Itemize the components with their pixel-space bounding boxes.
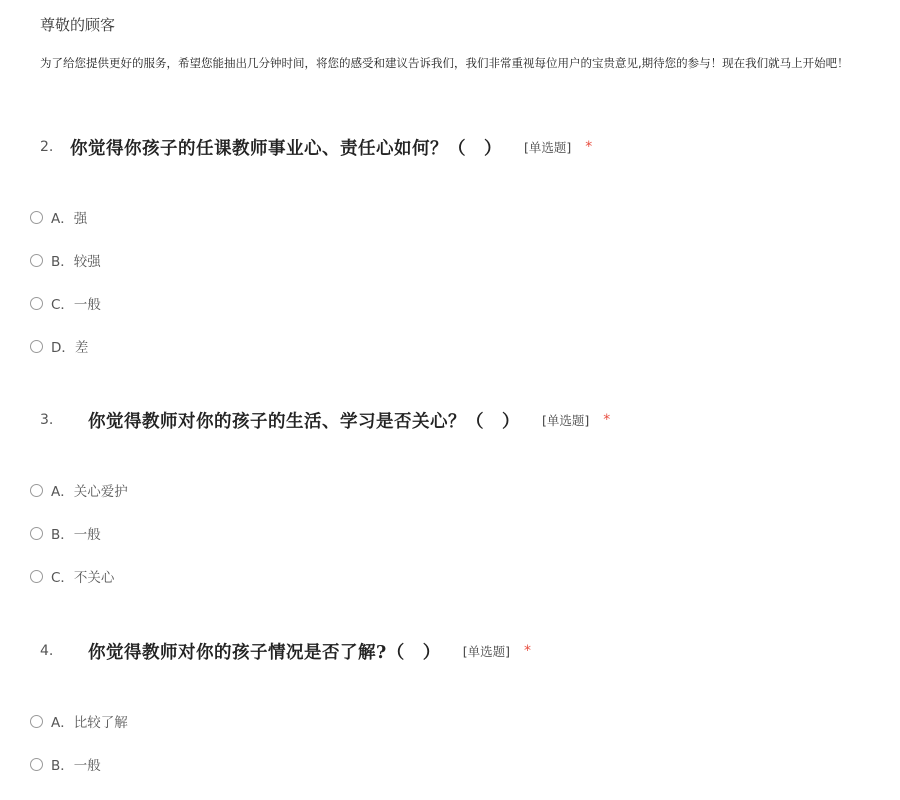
radio-button[interactable] <box>30 211 43 224</box>
required-marker: * <box>585 139 593 155</box>
options-question-2 <box>30 207 101 379</box>
question-header <box>40 133 880 161</box>
option-label: A．比较了解 <box>51 715 128 731</box>
survey-header <box>40 14 890 72</box>
radio-button[interactable] <box>30 758 43 771</box>
intro-text: 为了给您提供更好的服务，希望您能抽出几分钟时间，将您的感受和建议告诉我们，我们非常重视每位用户的宝贵意见,期待您的参与！现在我们就马上开始吧！ <box>40 56 849 70</box>
option-label: A．强 <box>51 211 88 227</box>
question-2 <box>40 133 880 161</box>
question-title: 你觉得你孩子的任课教师事业心、责任心如何？（ ） <box>70 138 502 159</box>
option-b[interactable] <box>30 523 128 543</box>
question-type-label: [单选题] <box>542 413 590 428</box>
option-c[interactable] <box>30 566 128 586</box>
question-3 <box>40 406 880 434</box>
option-c[interactable] <box>30 293 101 313</box>
option-label: B．一般 <box>51 758 101 774</box>
radio-button[interactable] <box>30 527 43 540</box>
question-type-label: [单选题] <box>524 140 572 155</box>
option-b[interactable] <box>30 754 128 774</box>
option-d[interactable] <box>30 336 101 356</box>
radio-button[interactable] <box>30 484 43 497</box>
option-label: A．关心爱护 <box>51 484 128 500</box>
option-a[interactable] <box>30 480 128 500</box>
options-question-3 <box>30 480 128 609</box>
question-header <box>40 406 880 434</box>
question-title: 你觉得教师对你的孩子的生活、学习是否关心？（ ） <box>88 411 520 432</box>
required-marker: * <box>603 412 611 428</box>
option-a[interactable] <box>30 207 101 227</box>
option-a[interactable] <box>30 711 128 731</box>
radio-button[interactable] <box>30 340 43 353</box>
option-label: B．一般 <box>51 527 101 543</box>
options-question-4 <box>30 711 128 797</box>
question-title: 你觉得教师对你的孩子情况是否了解?（ ） <box>88 642 441 663</box>
radio-button[interactable] <box>30 570 43 583</box>
option-b[interactable] <box>30 250 101 270</box>
question-number: 4. <box>40 643 54 659</box>
question-type-label: [单选题] <box>462 644 511 659</box>
option-label: C．不关心 <box>51 570 115 586</box>
required-marker: * <box>524 643 532 659</box>
radio-button[interactable] <box>30 297 43 310</box>
salutation-text: 尊敬的顾客 <box>40 16 116 34</box>
radio-button[interactable] <box>30 254 43 267</box>
question-4 <box>40 637 880 665</box>
option-label: C．一般 <box>51 297 101 313</box>
option-label: B．较强 <box>51 254 101 270</box>
radio-button[interactable] <box>30 715 43 728</box>
question-number: 3. <box>40 412 54 428</box>
question-number: 2. <box>40 139 54 155</box>
question-header <box>40 637 880 665</box>
option-label: D．差 <box>51 340 89 356</box>
